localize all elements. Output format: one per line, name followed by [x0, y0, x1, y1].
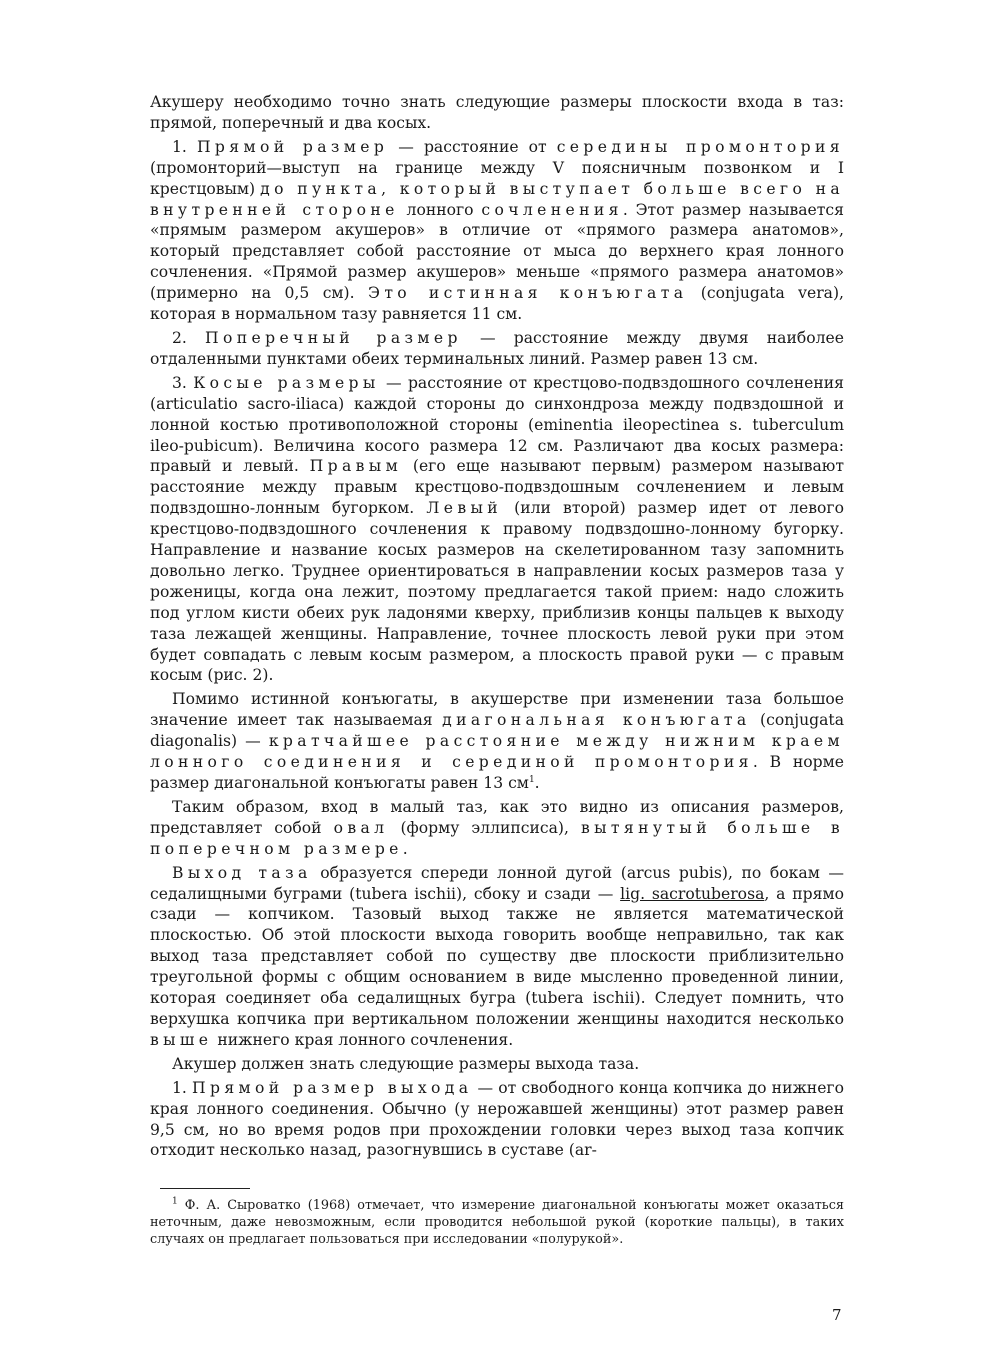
spaced-emphasis: середины промонтория: [556, 137, 844, 156]
page-number: 7: [832, 1306, 842, 1324]
paragraph-pelvic-outlet: [150, 863, 844, 1051]
paragraph-outlet-intro: Акушер должен знать следующие размеры выхода таза.: [172, 1054, 640, 1073]
text-run: (conjugata diagonalis) —: [150, 711, 844, 751]
text-run: — расстояние от крестцово-подвздошного сочленения (articulatio sacro-iliaca) каждой стороны до синхондроза между подвздошной и лонной костью противоположной стороны (eminentia ileopectinea s. tuberculum ileo-pubicum). Величина косого размера 12 см. Различают два косых размера: правый и левый.: [150, 373, 845, 476]
text-run: Таким образом, вход в малый таз, как это видно из описания размеров, представляет собой: [150, 797, 844, 837]
text-run: . В норме размер диагональной конъюгаты равен 13 см: [150, 753, 844, 792]
footnote: [150, 1197, 844, 1248]
text-run: образуется спереди лонной дугой (arcus pubis), по бокам — седалищными буграми (tubera ischii), сбоку и сзади —: [150, 863, 844, 903]
footnote-reference: 1: [528, 774, 535, 785]
spaced-emphasis: кратчайшее расстояние между нижним краем лонного соединения и серединой промонтория: [150, 732, 844, 772]
text-run: (или второй) размер идет от левого крестцово-подвздошного сочленения к правому подвздошно-лонному бугорку. Направление и название косых размеров на скелетированном тазу запомнить довольно легко. Труднее ориентироваться в направлении косых размеров таза у роженицы, когда она лежит, поэтому предлагается такой прием: надо сложить под углом кисти обеих рук ладонями кверху, приблизив концы пальцев к выходу таза лежащей женщины. Направление, точнее плоскость левой руки при этом будет совпадать с левым косым размером, а плоскость правой руки — с правым косым (рис. 2).: [150, 499, 844, 685]
text-run: .: [534, 774, 540, 792]
spaced-emphasis: до пункта, который выступает больше всего на внутренней стороне: [150, 179, 844, 219]
text-run: (его еще называют первым) размером называют расстояние между правым крестцово-подвздошным сочленением и левым подвздошно-лонным бугорком.: [150, 457, 844, 518]
text-run: нижнего края лонного сочленения.: [212, 1030, 514, 1049]
text-run: лонного: [398, 200, 482, 219]
term-diagonal-conjugate: диагональная конъюгата: [442, 711, 751, 730]
term-oval: овал: [333, 818, 389, 837]
term-outlet-direct-size: Прямой размер выхода: [192, 1078, 473, 1097]
item-number: 1.: [172, 137, 187, 156]
footnote-divider: [160, 1188, 250, 1189]
text-run: — расстояние между двумя наиболее отдаленными пунктами обеих терминальных линий. Размер равен 13 см.: [150, 328, 844, 368]
paragraph-intro: Акушеру необходимо точно знать следующие размеры плоскости входа в таз: прямой, поперечный и два косых.: [150, 93, 844, 132]
text-run: (форму эллипсиса),: [388, 818, 581, 837]
text-run: Помимо истинной конъюгаты, в акушерстве при изменении таза большое значение имеет так называемая: [150, 690, 844, 730]
paragraph-oblique-sizes: [150, 373, 844, 687]
paragraph-transverse-size: [150, 328, 844, 370]
paragraph-outlet-direct-size: [150, 1078, 844, 1162]
underlined-ligament: lig. sacrotuberosa: [620, 884, 765, 903]
item-number: 2.: [172, 328, 187, 347]
body-text: [150, 92, 844, 1161]
spaced-emphasis: вытянутый больше в поперечном размере: [150, 818, 844, 858]
term-transverse-size: Поперечный размер: [205, 328, 462, 347]
item-number: 3.: [172, 373, 187, 392]
text-run: .: [402, 839, 408, 858]
footnote-marker: 1: [172, 1196, 178, 1207]
item-number: 1.: [172, 1078, 187, 1097]
term-right: Правым: [309, 457, 403, 476]
footnote-text: Ф. А. Сыроватко (1968) отмечает, что измерение диагональной конъюгаты может оказаться неточным, даже невозможным, если проводится небольшой рукой (короткие пальцы), в таких случаях он предлагает пользоваться при исследовании «полурукой».: [150, 1198, 844, 1247]
term-direct-size: Прямой размер: [196, 137, 389, 156]
text-run: , а прямо сзади — копчиком. Тазовый выход также не является математической плоскостью. Об этой плоскости выхода говорить вообще неправильно, так как выход таза представляет собой по существу две плоскости приблизительно треугольной формы с общим основанием в виде мысленно проведенной линии, которая соединяет оба седалищных бугра (tubera ischii). Следует помнить, что верхушка копчика при вертикальном положении женщины находится несколько: [150, 884, 844, 1028]
text-run: (conjugata vera), которая в нормальном тазу равняется 11 см.: [150, 284, 844, 324]
spaced-emphasis: сочленения: [481, 200, 623, 219]
text-run: (промонторий—выступ на границе между V поясничным позвонком и I крестцовым): [150, 158, 844, 198]
term-conjugata-vera: Это истинная конъюгата: [368, 284, 688, 303]
spaced-emphasis: выше: [150, 1030, 213, 1049]
text-run: . Этот размер называется «прямым размером акушеров» в отличие от «прямого размера анатомов», который представляет собой расстояние от мыса до верхнего края лонного сочленения. «Прямой размер акушеров» меньше «прямого размера анатомов» (примерно на 0,5 см).: [150, 200, 844, 303]
paragraph-direct-size: [150, 137, 844, 325]
text-run: — расстояние от: [388, 137, 557, 156]
term-oblique-sizes: Косые размеры: [193, 373, 380, 392]
paragraph-entrance-oval: [150, 797, 844, 860]
term-left: Левый: [426, 499, 503, 518]
term-pelvic-outlet: Выход таза: [172, 863, 312, 882]
text-run: — от свободного конца копчика до нижнего края лонного соединения. Обычно (у нерожавшей женщины) этот размер равен 9,5 см, но во время родов при прохождении головки через выход таза копчик отходит несколько назад, разогнувшись в суставе (ar-: [150, 1078, 844, 1160]
paragraph-diagonal-conjugate: [150, 689, 844, 794]
